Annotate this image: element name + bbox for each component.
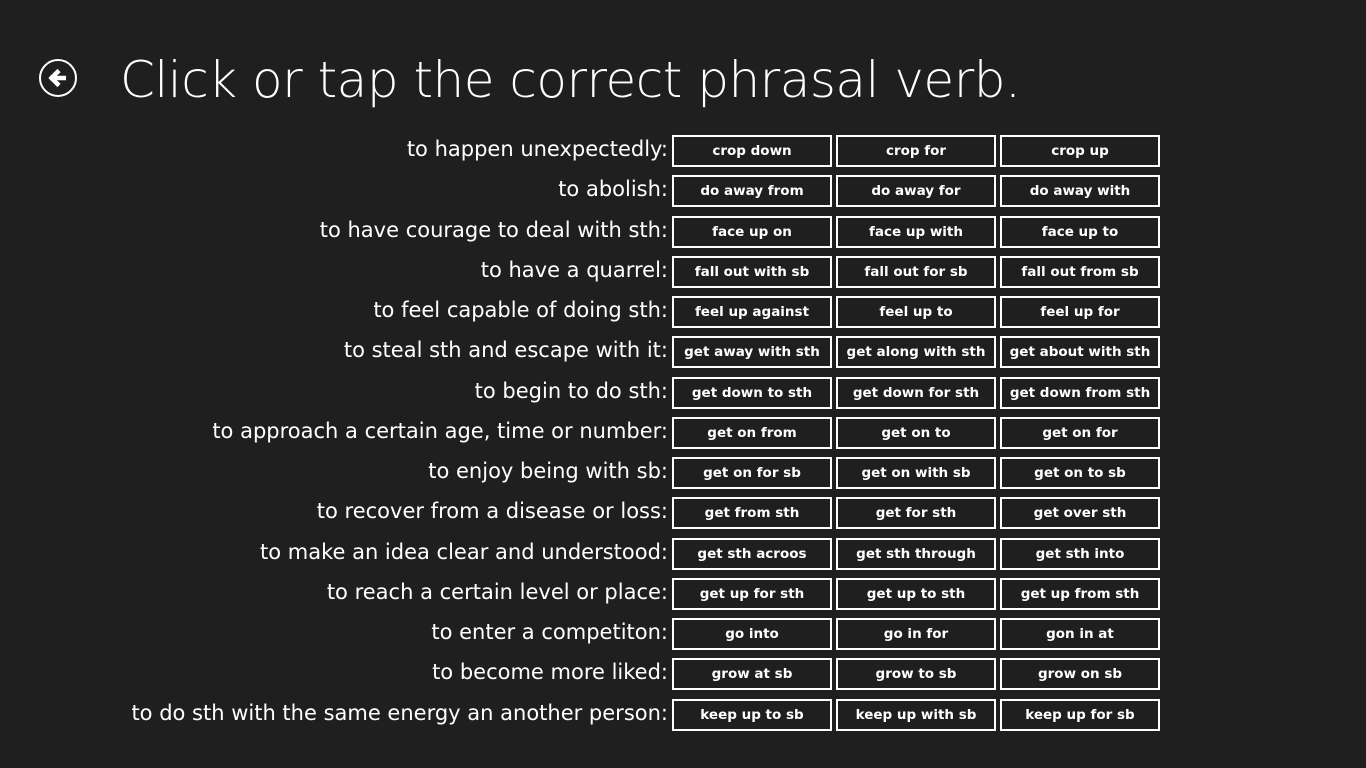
question-prompt: to have courage to deal with sth: bbox=[319, 218, 668, 242]
question-row bbox=[0, 175, 1366, 207]
answer-option-button[interactable]: do away from bbox=[672, 175, 832, 207]
question-prompt: to become more liked: bbox=[432, 660, 668, 684]
question-row bbox=[0, 296, 1366, 328]
answer-option-button[interactable]: fall out with sb bbox=[672, 256, 832, 288]
question-prompt: to approach a certain age, time or number: bbox=[212, 419, 668, 443]
answer-option-button[interactable]: go into bbox=[672, 618, 832, 650]
question-row bbox=[0, 377, 1366, 409]
question-row bbox=[0, 578, 1366, 610]
question-prompt: to enjoy being with sb: bbox=[428, 459, 668, 483]
answer-option-button[interactable]: fall out from sb bbox=[1000, 256, 1160, 288]
question-prompt: to steal sth and escape with it: bbox=[343, 338, 668, 362]
answer-option-button[interactable]: fall out for sb bbox=[836, 256, 996, 288]
answer-option-button[interactable]: keep up to sb bbox=[672, 699, 832, 731]
answer-option-button[interactable]: get away with sth bbox=[672, 336, 832, 368]
question-prompt: to abolish: bbox=[558, 177, 668, 201]
answer-option-button[interactable]: get on for bbox=[1000, 417, 1160, 449]
question-prompt: to begin to do sth: bbox=[474, 379, 668, 403]
question-prompt: to make an idea clear and understood: bbox=[259, 540, 668, 564]
answer-option-button[interactable]: crop for bbox=[836, 135, 996, 167]
back-arrow-circle-icon bbox=[41, 61, 75, 95]
question-prompt: to recover from a disease or loss: bbox=[316, 499, 668, 523]
question-row bbox=[0, 658, 1366, 690]
answer-option-button[interactable]: get on with sb bbox=[836, 457, 996, 489]
answer-option-button[interactable]: grow to sb bbox=[836, 658, 996, 690]
answer-option-button[interactable]: grow on sb bbox=[1000, 658, 1160, 690]
answer-option-button[interactable]: get up for sth bbox=[672, 578, 832, 610]
answer-option-button[interactable]: face up with bbox=[836, 216, 996, 248]
answer-option-button[interactable]: face up on bbox=[672, 216, 832, 248]
answer-option-button[interactable]: get on to bbox=[836, 417, 996, 449]
answer-option-button[interactable]: get on from bbox=[672, 417, 832, 449]
answer-option-button[interactable]: get sth into bbox=[1000, 538, 1160, 570]
answer-option-button[interactable]: feel up against bbox=[672, 296, 832, 328]
question-prompt: to reach a certain level or place: bbox=[326, 580, 668, 604]
question-row bbox=[0, 135, 1366, 167]
question-prompt: to have a quarrel: bbox=[480, 258, 668, 282]
question-row bbox=[0, 618, 1366, 650]
answer-option-button[interactable]: do away for bbox=[836, 175, 996, 207]
answer-option-button[interactable]: get for sth bbox=[836, 497, 996, 529]
answer-option-button[interactable]: get up to sth bbox=[836, 578, 996, 610]
answer-option-button[interactable]: get sth acroos bbox=[672, 538, 832, 570]
question-prompt: to happen unexpectedly: bbox=[406, 137, 668, 161]
answer-option-button[interactable]: gon in at bbox=[1000, 618, 1160, 650]
question-row bbox=[0, 417, 1366, 449]
question-row bbox=[0, 336, 1366, 368]
answer-option-button[interactable]: get about with sth bbox=[1000, 336, 1160, 368]
answer-option-button[interactable]: get down from sth bbox=[1000, 377, 1160, 409]
answer-option-button[interactable]: get over sth bbox=[1000, 497, 1160, 529]
question-prompt: to do sth with the same energy an another person: bbox=[131, 701, 668, 725]
question-row bbox=[0, 699, 1366, 731]
answer-option-button[interactable]: get on for sb bbox=[672, 457, 832, 489]
answer-option-button[interactable]: feel up to bbox=[836, 296, 996, 328]
answer-option-button[interactable]: get on to sb bbox=[1000, 457, 1160, 489]
answer-option-button[interactable]: get down to sth bbox=[672, 377, 832, 409]
answer-option-button[interactable]: do away with bbox=[1000, 175, 1160, 207]
answer-option-button[interactable]: get sth through bbox=[836, 538, 996, 570]
answer-option-button[interactable]: keep up for sb bbox=[1000, 699, 1160, 731]
question-row bbox=[0, 216, 1366, 248]
answer-option-button[interactable]: grow at sb bbox=[672, 658, 832, 690]
back-button[interactable] bbox=[39, 59, 77, 97]
page-title: Click or tap the correct phrasal verb. bbox=[120, 51, 1021, 109]
answer-option-button[interactable]: crop down bbox=[672, 135, 832, 167]
question-row bbox=[0, 538, 1366, 570]
answer-option-button[interactable]: get up from sth bbox=[1000, 578, 1160, 610]
answer-option-button[interactable]: get along with sth bbox=[836, 336, 996, 368]
question-row bbox=[0, 457, 1366, 489]
answer-option-button[interactable]: get from sth bbox=[672, 497, 832, 529]
answer-option-button[interactable]: go in for bbox=[836, 618, 996, 650]
question-prompt: to enter a competiton: bbox=[431, 620, 668, 644]
question-row bbox=[0, 497, 1366, 529]
answer-option-button[interactable]: face up to bbox=[1000, 216, 1160, 248]
answer-option-button[interactable]: crop up bbox=[1000, 135, 1160, 167]
answer-option-button[interactable]: feel up for bbox=[1000, 296, 1160, 328]
answer-option-button[interactable]: get down for sth bbox=[836, 377, 996, 409]
question-prompt: to feel capable of doing sth: bbox=[373, 298, 668, 322]
question-row bbox=[0, 256, 1366, 288]
answer-option-button[interactable]: keep up with sb bbox=[836, 699, 996, 731]
